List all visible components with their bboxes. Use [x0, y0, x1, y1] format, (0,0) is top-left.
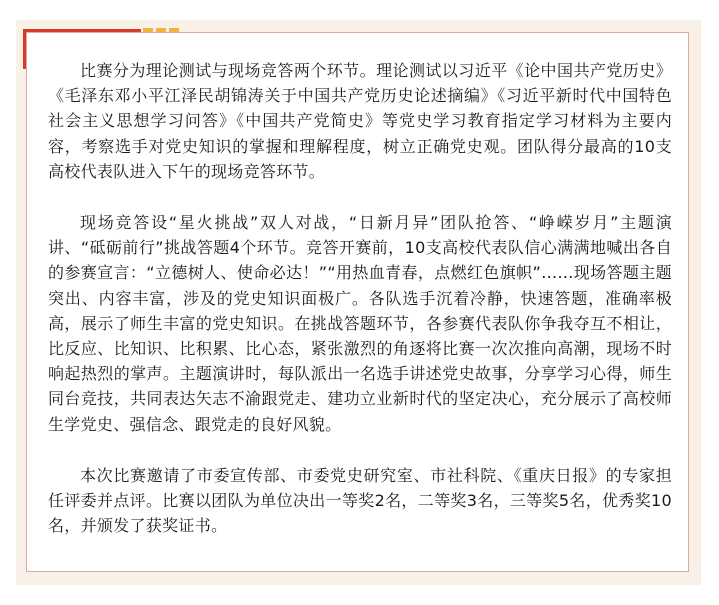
accent-dash — [169, 28, 179, 32]
paragraph-live-contest: 现场竞答设“星火挑战”双人对战，“日新月异”团队抢答、“峥嵘岁月”主题演讲、“砥砺前行”挑战答题4个环节。竞答开赛前，10支高校代表队信心满满地喊出各自的参赛宣言：“立德树人、使命必达！”“用热血青春，点燃红色旗帜”……现场答题主题突出、内容丰富，涉及的党史知识面极广。各队选手沉着冷静，快速答题，准确率极高，展示了师生丰富的党史知识。在挑战答题环节，各参赛代表队你争我夺互不相让，比反应、比知识、比积累、比心态，紧张激烈的角逐将比赛一次次推向高潮，现场不时响起热烈的掌声。主题演讲时，每队派出一名选手讲述党史故事，分享学习心得，师生同台竞技，共同表达矢志不渝跟党走、建功立业新时代的坚定决心，充分展示了高校师生学党史、强信念、跟党走的良好风貌。 — [48, 213, 672, 434]
paragraph-theory-test: 比赛分为理论测试与现场竞答两个环节。理论测试以习近平《论中国共产党历史》《毛泽东邓小平江泽民胡锦涛关于中国共产党历史论述摘编》《习近平新时代中国特色社会主义思想学习问答》《中国共产党简史》等党史学习教育指定学习材料为主要内容，考察选手对党史知识的掌握和理解程度，树立正确党史观。团队得分最高的10支高校代表队进入下午的现场竞答环节。 — [48, 61, 672, 181]
article-body — [48, 58, 672, 538]
accent-dash — [143, 28, 153, 32]
paragraph-judges-awards: 本次比赛邀请了市委宣传部、市委党史研究室、市社科院、《重庆日报》的专家担任评委并点评。比赛以团队为单位决出一等奖2名，二等奖3名，三等奖5名，优秀奖10名，并颁发了获奖证书。 — [48, 465, 672, 536]
dash-accent-decoration — [143, 28, 179, 32]
accent-dash — [156, 28, 166, 32]
